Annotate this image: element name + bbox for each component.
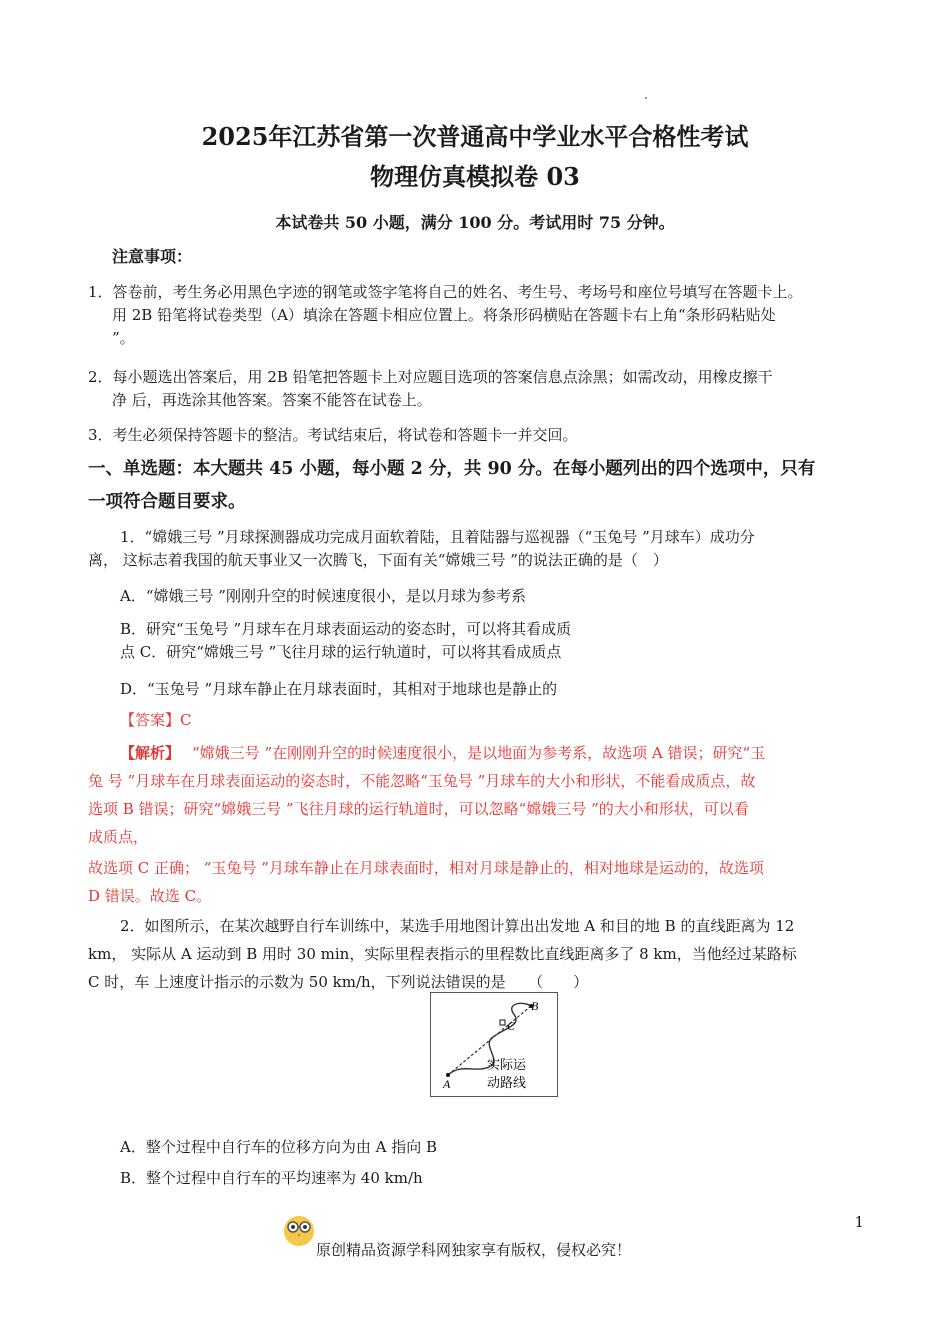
page-number: 1 (854, 1213, 864, 1231)
route-figure (430, 992, 558, 1097)
notice-1-line2: 用 2B 铅笔将试卷类型（A）填涂在答题卡相应位置上。将条形码横贴在答题卡右上角“条形码粘贴处 (112, 306, 776, 324)
notice-2-line1: 2．每小题选出答案后，用 2B 铅笔把答题卡上对应题目选项的答案信息点涂黑；如需改动，用橡皮擦干 (88, 368, 773, 386)
route-diagram (431, 993, 557, 1096)
notice-heading: 注意事项： (112, 247, 193, 266)
q2-stem-line1: 2．如图所示，在某次越野自行车训练中，某选手用地图计算出出发地 A 和目的地 B 的直线距离为 12 (120, 917, 795, 935)
section-heading-line1: 一、单选题：本大题共 45 小题，每小题 2 分，共 90 分。在每小题列出的四个选项中，只有 (88, 459, 816, 479)
q1-option-b: B．研究“玉兔号 ”月球车在月球表面运动的姿态时，可以将其看成质 (120, 620, 572, 638)
analysis-text-1: “嫦娥三号 ”在刚刚升空的时候速度很小，是以地面为参考系，故选项 A 错误；研究“玉 (192, 744, 766, 762)
analysis-label: 【解析】 (120, 744, 181, 762)
q1-option-d: D．“玉兔号 ”月球车静止在月球表面时，其相对于地球也是静止的 (120, 680, 558, 698)
label-a: A (443, 1077, 451, 1091)
point-c-marker (500, 1020, 505, 1025)
q1-stem-line2: 离， 这标志着我国的航天事业又一次腾飞，下面有关“嫦娥三号 ”的说法正确的是（ ） (88, 551, 668, 569)
q1-stem-line1: 1．“嫦娥三号 ”月球探测器成功完成月面软着陆，且着陆器与巡视器（“玉兔号 ”月球车）成功分 (120, 528, 755, 546)
q1-analysis-line1 (120, 742, 765, 763)
q1-option-a: A．“嫦娥三号 ”刚刚升空的时候速度很小，是以月球为参考系 (120, 587, 526, 605)
exam-info: 本试卷共 50 小题，满分 100 分。考试用时 75 分钟。 (275, 213, 675, 232)
q1-option-c: 点 C．研究“嫦娥三号 ”飞往月球的运行轨道时，可以将其看成质点 (120, 643, 562, 661)
exam-subtitle: 物理仿真模拟卷 03 (370, 162, 580, 191)
notice-3: 3．考生必须保持答题卡的整洁。考试结束后，将试卷和答题卡一并交回。 (88, 426, 578, 444)
q1-answer: 【答案】C (120, 711, 192, 729)
route-label-2: 动路线 (487, 1076, 527, 1091)
decorative-dot (645, 97, 647, 99)
notice-1-line1: 1．答卷前，考生务必用黑色字迹的钢笔或签字笔将自己的姓名、考生号、考场号和座位号填写在答题卡上。 (88, 283, 803, 301)
notice-2-line2: 净 后，再选涂其他答案。答案不能答在试卷上。 (112, 391, 432, 409)
q1-analysis-line2: 兔 号 ”月球车在月球表面运动的姿态时，不能忽略“玉兔号 ”月球车的大小和形状，不能看成质点，故 (88, 772, 756, 790)
q1-analysis-line6: D 错误。故选 C。 (88, 887, 212, 905)
q2-stem-line2: km， 实际从 A 运动到 B 用时 30 min，实际里程表指示的里程数比直线距离多了 8 km，当他经过某路标 (88, 945, 797, 963)
q1-analysis-line5: 故选项 C 正确； “玉兔号 ”月球车静止在月球表面时，相对月球是静止的，相对地球是运动的，故选项 (88, 859, 764, 877)
q1-analysis-line4: 成质点， (88, 828, 149, 846)
q2-option-b: B．整个过程中自行车的平均速率为 40 km/h (120, 1169, 423, 1187)
q2-stem-line3: C 时，车 上速度计指示的示数为 50 km/h，下列说法错误的是 （ ） (88, 973, 589, 991)
route-label-1: 实际运 (487, 1058, 527, 1073)
exam-title: 2025年江苏省第一次普通高中学业水平合格性考试 (201, 122, 749, 151)
label-b: B (531, 999, 539, 1013)
notice-1-line3: ”。 (112, 329, 135, 347)
label-c: C (507, 1019, 516, 1033)
q2-option-a: A．整个过程中自行车的位移方向为由 A 指向 B (120, 1138, 437, 1156)
section-heading-line2: 一项符合题目要求。 (88, 492, 246, 512)
q1-analysis-line3: 选项 B 错误；研究“嫦娥三号 ”飞往月球的运行轨道时，可以忽略“嫦娥三号 ”的大小和形状，可以看 (88, 800, 749, 818)
owl-logo-icon (282, 1213, 316, 1247)
copyright-footer: 原创精品资源学科网独家享有版权，侵权必究！ (316, 1241, 632, 1259)
